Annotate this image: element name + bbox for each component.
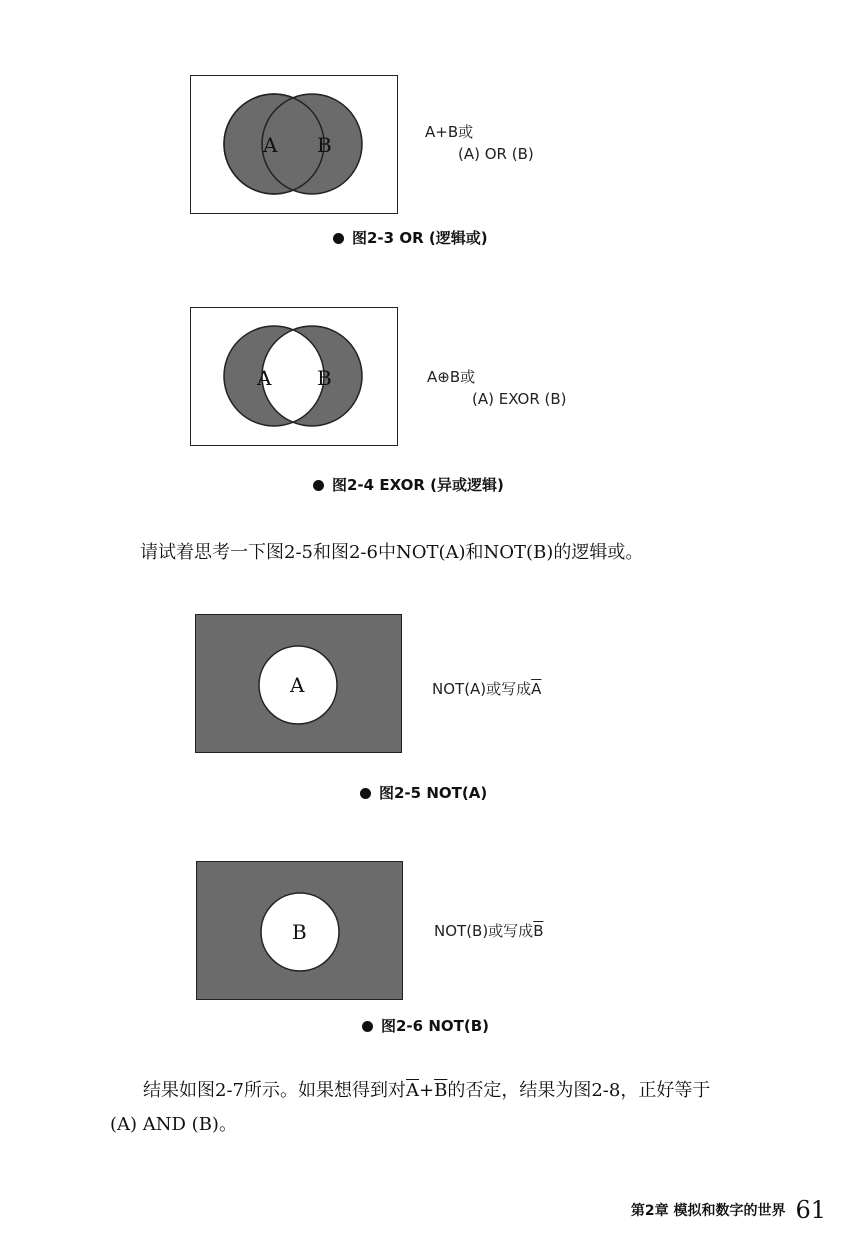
- side-overlined-letter: $\overline{A}$: [531, 680, 542, 698]
- venn-or-drawing: [191, 76, 399, 215]
- venn-diagram-not-b: [196, 861, 403, 1000]
- side-overlined-letter: $\overline{B}$: [533, 922, 544, 940]
- figure-side-text: [432, 678, 541, 700]
- figure-side-text: [434, 920, 543, 942]
- venn-label-a: A: [257, 366, 272, 390]
- side-line1: A+B或: [425, 123, 474, 141]
- caption-text: 图2-4 EXOR (异或逻辑): [332, 476, 504, 494]
- venn-label-b: B: [292, 920, 307, 944]
- caption-text: 图2-5 NOT(A): [379, 784, 488, 802]
- body-paragraph-result-line2: (A) AND (B)。: [110, 1114, 237, 1135]
- overlined-b: $\overline{B}$: [434, 1080, 448, 1101]
- chapter-title: 第2章 模拟和数字的世界: [630, 1203, 786, 1219]
- bullet-dot-icon: [360, 788, 371, 799]
- page-number: 61: [795, 1196, 826, 1224]
- side-line1: A⊕B或: [427, 368, 476, 386]
- figure-caption: [362, 1015, 489, 1036]
- side-line2: (A) OR (B): [458, 145, 534, 163]
- bullet-dot-icon: [333, 233, 344, 244]
- venn-label-a: A: [263, 133, 278, 157]
- venn-exor-drawing: [191, 308, 399, 447]
- venn-not-a-drawing: [196, 615, 403, 754]
- figure-caption: [313, 474, 504, 495]
- figure-side-text: [427, 366, 567, 410]
- paragraph-text-part2: 的否定，结果为图2-8，正好等于: [447, 1080, 711, 1101]
- caption-text: 图2-3 OR (逻辑或): [352, 229, 488, 247]
- side-line2: (A) EXOR (B): [472, 390, 567, 408]
- figure-caption: [360, 782, 487, 803]
- body-paragraph-result: [143, 1075, 710, 1107]
- bullet-dot-icon: [362, 1021, 373, 1032]
- venn-label-a: A: [290, 673, 305, 697]
- figure-side-text: [425, 121, 534, 165]
- side-prefix: NOT(A)或写成: [432, 680, 532, 698]
- venn-diagram-or: [190, 75, 398, 214]
- plus-sign: +: [419, 1080, 435, 1101]
- venn-diagram-exor: [190, 307, 398, 446]
- paragraph-text-part1: 结果如图2-7所示。如果想得到对: [143, 1080, 406, 1101]
- bullet-dot-icon: [313, 480, 324, 491]
- venn-not-b-drawing: [197, 862, 404, 1001]
- overlined-a: $\overline{A}$: [406, 1080, 419, 1101]
- venn-label-b: B: [317, 366, 332, 390]
- caption-text: 图2-6 NOT(B): [381, 1017, 490, 1035]
- side-prefix: NOT(B)或写成: [434, 922, 534, 940]
- page-footer: [631, 1196, 826, 1224]
- body-paragraph: 请试着思考一下图2-5和图2-6中NOT(A)和NOT(B)的逻辑或。: [140, 542, 644, 563]
- figure-caption: [333, 227, 488, 248]
- venn-diagram-not-a: [195, 614, 402, 753]
- venn-label-b: B: [317, 133, 332, 157]
